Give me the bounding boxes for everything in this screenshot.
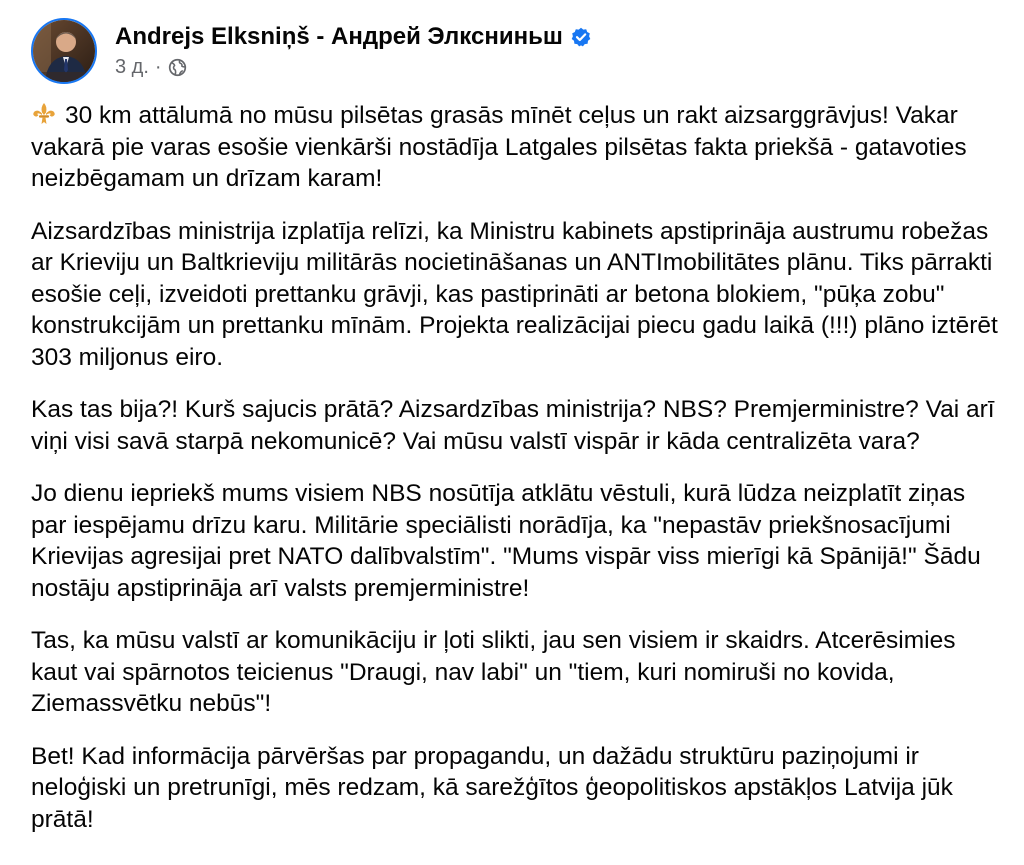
- globe-icon[interactable]: [168, 58, 187, 77]
- post-subline: [115, 56, 591, 79]
- post-paragraph: Aizsardzības ministrija izplatīja relīzi, ka Ministru kabinets apstiprināja austrumu robežas ar Krieviju un Baltkrieviju militārās nocietināšanas un ANTImobilitātes plānu. Tiks pārrakti esošie ceļi, izveidoti prettanku grāvji, kas pastiprināti ar betona blokiem, "pūķa zobu" konstrukcijām un prettanku mīnām. Projekta realizācijai piecu gadu laikā (!!!) plāno iztērēt 303 miljonus eiro.: [31, 217, 998, 371]
- post-paragraph: Bet! Kad informācija pārvēršas par propagandu, un dažādu struktūru paziņojumi ir neloģiski un pretrunīgi, mēs redzam, kā sarežģītos ģeopolitiskos apstākļos Latvija jūk prātā!: [31, 742, 953, 833]
- avatar-photo: [33, 20, 95, 82]
- post-paragraph: Tas, ka mūsu valstī ar komunikāciju ir ļoti slikti, jau sen visiem ir skaidrs. Atcerēsimies kaut vai spārnotos teicienus "Draugi, nav labi" un "tiem, kuri nomiruši no kovida, Ziemassvētku nebūs"!: [31, 627, 956, 717]
- author-name[interactable]: Andrejs Elksniņš - Андрей Элксниньш: [115, 23, 563, 50]
- post-paragraph: Jo dienu iepriekš mums visiem NBS nosūtīja atklātu vēstuli, kurā lūdza neizplatīt ziņas par iespējamu drīzu karu. Militārie speciālisti norādīja, ka "nepastāv priekšnosacījumi Krievijas agresijai pret NATO dalībvalstīm". "Mums vispār viss mierīgi kā Spānijā!" Šādu nostāju apstiprināja arī valsts premjerministre!: [31, 480, 981, 602]
- paragraph-text: 30 km attālumā no mūsu pilsētas grasās mīnēt ceļus un rakt aizsarggrāvjus! Vakar vakarā pie varas esošie vienkārši nostādīja Latgales pilsētas fakta priekšā - gatavoties neizbēgamam un drīzam karam!: [31, 102, 967, 192]
- fleur-de-lis-icon: [31, 102, 57, 126]
- separator-dot: ·: [154, 56, 162, 78]
- post-paragraph: [31, 100, 1006, 195]
- avatar[interactable]: [31, 18, 97, 84]
- verified-badge-icon: [571, 27, 591, 47]
- post-body: [31, 100, 1006, 856]
- post-header: [31, 18, 591, 90]
- post-meta: [115, 20, 591, 79]
- author-row: [115, 20, 591, 54]
- post-paragraph: Kas tas bija?! Kurš sajucis prātā? Aizsardzības ministrija? NBS? Premjerministre? Vai arī viņi visi savā starpā nekomunicē? Vai mūsu valstī vispār ir kāda centralizēta vara?: [31, 396, 995, 455]
- post-timestamp[interactable]: 3 д.: [115, 56, 149, 78]
